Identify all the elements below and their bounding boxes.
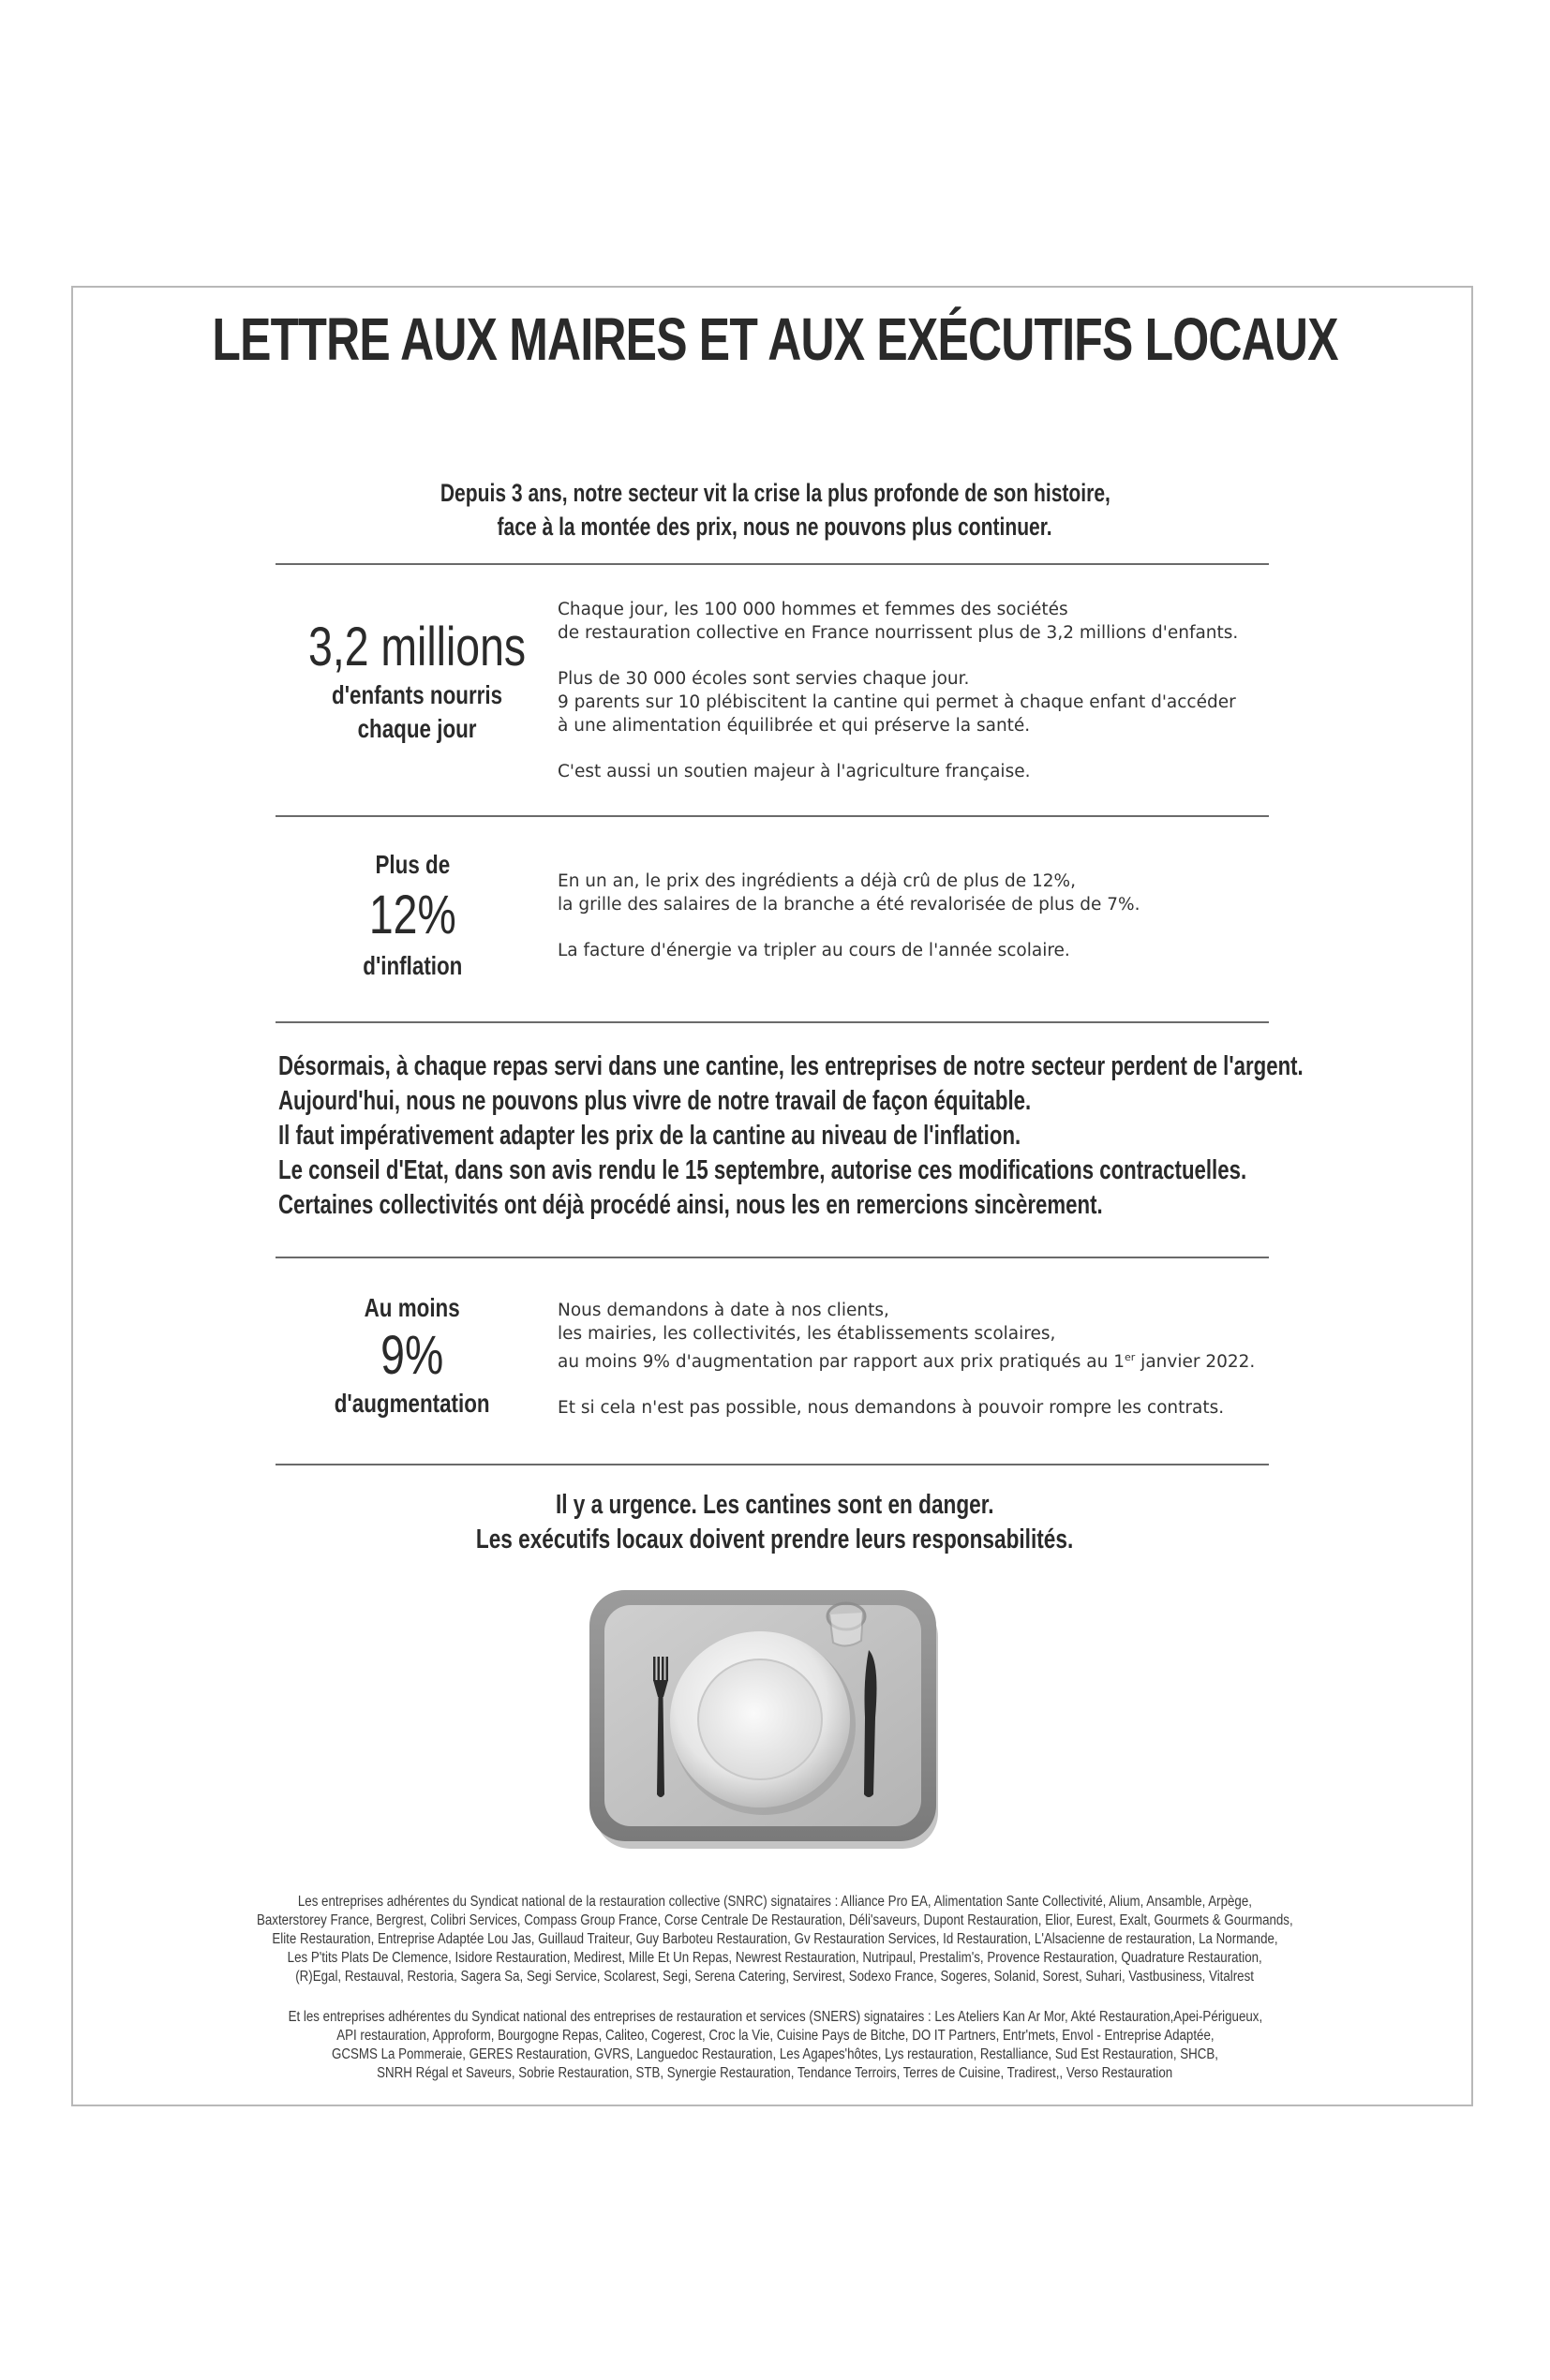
divider (276, 1464, 1269, 1465)
divider (276, 1257, 1269, 1258)
stat-value: 9% (380, 1325, 444, 1386)
section1-text: Chaque jour, les 100 000 hommes et femmes des sociétés de restauration collective en France nourrissent plus de 3,2 millions d'enfants. Plus de 30 000 écoles sont servies chaque jour. 9 parents sur 10 plébiscitent la cantine qui permet à chaque enfant d'accéder à une alimentation équilibrée et qui préserve la santé. C'est aussi un soutien majeur à l'agriculture française. (558, 600, 1239, 781)
tray-plate-image (588, 1586, 944, 1853)
stat-value: 12% (368, 885, 456, 945)
stat-label: chaque jour (357, 714, 477, 743)
intro-text: Depuis 3 ans, notre secteur vit la crise la plus profonde de son histoire, face à la montée des prix, nous ne pouvons plus continuer. (440, 479, 1110, 541)
divider (276, 815, 1269, 817)
footer-snrc-signatories: Les entreprises adhérentes du Syndicat national de la restauration collective (SNRC) signataires : Alliance Pro EA, Alimentation Sante Collectivité, Alium, Ansamble, Arpège, Baxterstorey France, Bergrest, Colibri Services, Compass Group France, Corse Centrale De Restauration, Déli'saveurs, Dupont Restauration, Elior, Eurest, Exalt, Gourmets & Gourmands, Elite Restauration, Entreprise Adaptée Lou Jas, Guillaud Traiteur, Guy Barboteu Restauration, Gv Restauration Services, Id Restauration, L'Alsacienne de restauration, La Normande, Les P'tits Plats De Clemence, Isidore Restauration, Medirest, Mille Et Un Repas, Newrest Restauration, Nutripaul, Prestalim's, Provence Restauration, Quadrature Restauration, (R)Egal, Restauval, Restoria, Sagera Sa, Segi Service, Scolarest, Segi, Serena Catering, Servirest, Sodexo France, Sogeres, Solanid, Sorest, Suhari, Vastbusiness, Vitalrest (257, 1894, 1293, 1985)
stat-label: Au moins (364, 1293, 461, 1322)
footer-sners-signatories: Et les entreprises adhérentes du Syndicat national des entreprises de restauration et services (SNERS) signataires : Les Ateliers Kan Ar Mor, Akté Restauration,Apei-Périgueux, API restauration, Approform, Bourgogne Repas, Caliteo, Cogerest, Croc la Vie, Cuisine Pays de Bitche, DO IT Partners, Entr'mets, Envol - Entreprise Adaptée, GCSMS La Pommeraie, GERES Restauration, GVRS, Languedoc Restauration, Les Agapes'hôtes, Lys restauration, Restalliance, Sud Est Restauration, SHCB, SNRH Régal et Saveurs, Sobrie Restauration, STB, Synergie Restauration, Tendance Terroirs, Terres de Cuisine, Tradirest,, Verso Restauration (288, 2009, 1262, 2081)
stat-label: d'enfants nourris (332, 680, 503, 709)
stat-increase (281, 1291, 544, 1421)
page-title: LETTRE AUX MAIRES ET AUX EXÉCUTIFS LOCAUX (212, 305, 1338, 373)
stat-value: 3,2 millions (308, 617, 527, 677)
tray-illustration (588, 1586, 944, 1853)
stat-label: Plus de (375, 850, 450, 879)
main-statement: Désormais, à chaque repas servi dans une cantine, les entreprises de notre secteur perdent de l'argent. Aujourd'hui, nous ne pouvons plus vivre de notre travail de façon équitable. Il faut impérativement adapter les prix de la cantine au niveau de l'inflation. Le conseil d'Etat, dans son avis rendu le 15 septembre, autorise ces modifications contractuelles. Certaines collectivités ont déjà procédé ainsi, nous les en remercions sincèrement. (278, 1051, 1304, 1220)
section3-text: Nous demandons à date à nos clients, les mairies, les collectivités, les établissements scolaires, au moins 9% d'augmentation par rapport aux prix pratiqués au 1er janvier 2022. Et si cela n'est pas possible, nous demandons à pouvoir rompre les contrats. (558, 1301, 1256, 1419)
divider (276, 563, 1269, 565)
stat-label: d'augmentation (335, 1389, 490, 1418)
urgency-message: Il y a urgence. Les cantines sont en danger. Les exécutifs locaux doivent prendre leurs responsabilités. (476, 1490, 1074, 1554)
divider (276, 1021, 1269, 1023)
stat-inflation (281, 848, 544, 983)
stat-label: d'inflation (362, 951, 463, 980)
section2-text: En un an, le prix des ingrédients a déjà crû de plus de 12%, la grille des salaires de la branche a été revalorisée de plus de 7%. La facture d'énergie va tripler au cours de l'année scolaire. (558, 871, 1140, 960)
stat-children-fed (281, 617, 544, 746)
